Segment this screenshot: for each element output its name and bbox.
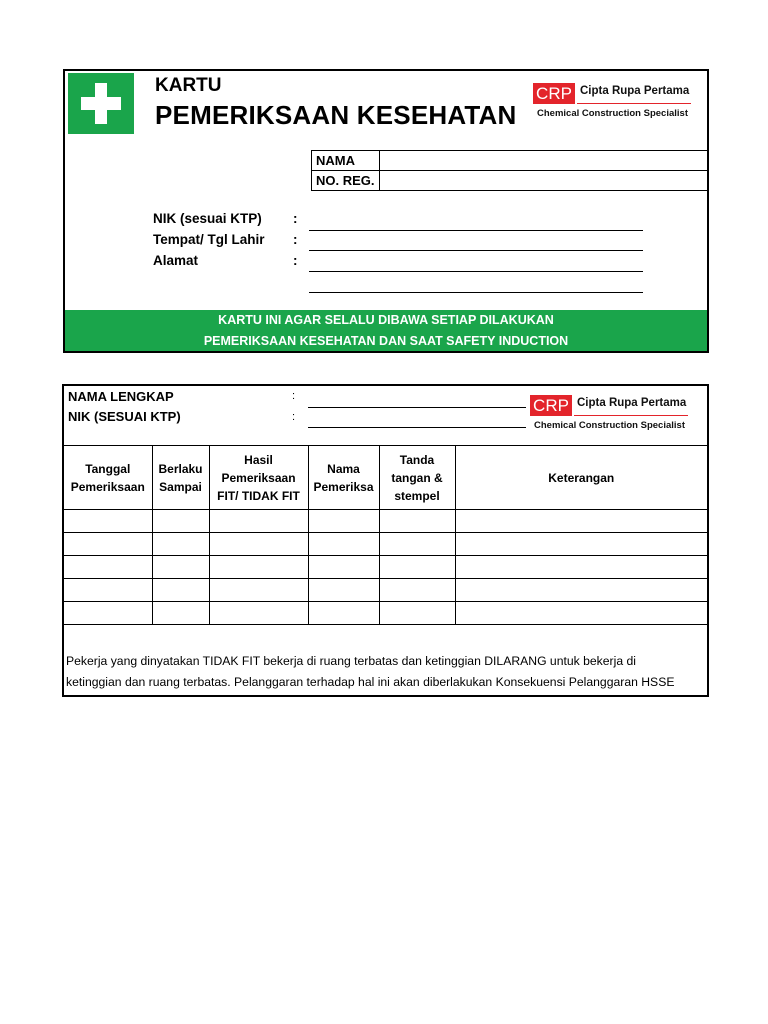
nik-colon: :	[293, 211, 298, 226]
table-cell[interactable]	[455, 556, 707, 579]
address-line-2[interactable]	[309, 292, 643, 293]
table-cell[interactable]	[64, 602, 152, 625]
table-cell[interactable]	[308, 556, 379, 579]
logo-tagline: Chemical Construction Specialist	[534, 420, 685, 431]
first-aid-cross-icon	[68, 73, 134, 134]
address-colon: :	[293, 253, 298, 268]
banner-line-2: PEMERIKSAAN KESEHATAN DAN SAAT SAFETY INDUCTION	[203, 333, 569, 348]
reminder-banner	[65, 310, 707, 351]
examination-log-table	[64, 446, 707, 625]
table-cell[interactable]	[455, 579, 707, 602]
banner-line-1: KARTU INI AGAR SELALU DIBAWA SETIAP DILAKUKAN	[218, 313, 554, 327]
table-cell[interactable]	[64, 510, 152, 533]
table-row	[64, 510, 707, 533]
address-label: Alamat	[153, 253, 199, 268]
card-title-small: KARTU	[155, 75, 222, 96]
table-cell[interactable]	[152, 533, 209, 556]
col-examiner: Nama Pemeriksa	[308, 446, 379, 510]
table-cell[interactable]	[308, 579, 379, 602]
table-header-row	[64, 446, 707, 510]
nik-upper-line[interactable]	[308, 427, 526, 428]
table-row	[64, 533, 707, 556]
table-cell[interactable]	[308, 510, 379, 533]
table-cell[interactable]	[64, 556, 152, 579]
name-field[interactable]	[380, 151, 709, 171]
table-cell[interactable]	[209, 556, 308, 579]
table-cell[interactable]	[152, 510, 209, 533]
full-name-line[interactable]	[308, 407, 526, 408]
table-cell[interactable]	[152, 602, 209, 625]
col-exam-result: Hasil Pemeriksaan FIT/ TIDAK FIT	[209, 446, 308, 510]
full-name-label: NAMA LENGKAP	[68, 389, 174, 404]
table-cell[interactable]	[209, 602, 308, 625]
note-line-1: Pekerja yang dinyatakan TIDAK FIT bekerja di ruang terbatas dan ketinggian DILARANG untuk bekerja di	[66, 654, 636, 668]
table-cell[interactable]	[379, 556, 455, 579]
table-cell[interactable]	[209, 510, 308, 533]
nik-label: NIK (sesuai KTP)	[153, 211, 262, 226]
table-cell[interactable]	[64, 579, 152, 602]
logo-badge: CRP	[533, 83, 575, 104]
reg-number-field[interactable]	[380, 171, 709, 191]
table-cell[interactable]	[379, 579, 455, 602]
card-title-main: PEMERIKSAAN KESEHATAN	[155, 100, 517, 130]
table-cell[interactable]	[152, 556, 209, 579]
col-remarks: Keterangan	[455, 446, 707, 510]
logo-tagline: Chemical Construction Specialist	[537, 108, 688, 119]
table-cell[interactable]	[455, 602, 707, 625]
logo-company-name: Cipta Rupa Pertama	[577, 397, 687, 409]
table-cell[interactable]	[379, 533, 455, 556]
logo-badge: CRP	[530, 395, 572, 416]
table-row	[312, 151, 709, 171]
nik-upper-label: NIK (SESUAI KTP)	[68, 409, 181, 424]
table-cell[interactable]	[379, 602, 455, 625]
health-card-front	[63, 69, 709, 353]
table-cell[interactable]	[152, 579, 209, 602]
table-cell[interactable]	[209, 579, 308, 602]
full-name-colon: :	[292, 390, 296, 402]
table-cell[interactable]	[64, 533, 152, 556]
table-row	[312, 171, 709, 191]
col-exam-date: Tanggal Pemeriksaan	[64, 446, 152, 510]
note-line-2: ketinggian dan ruang terbatas. Pelanggaran terhadap hal ini akan diberlakukan Konsekuensi Pelanggaran HSSE	[66, 675, 675, 689]
name-label: NAMA	[312, 151, 380, 171]
birth-line[interactable]	[309, 250, 643, 251]
table-cell[interactable]	[308, 602, 379, 625]
company-logo	[533, 83, 691, 121]
birth-label: Tempat/ Tgl Lahir	[153, 232, 265, 247]
nik-line[interactable]	[309, 230, 643, 231]
table-cell[interactable]	[379, 510, 455, 533]
company-logo	[530, 395, 688, 433]
table-cell[interactable]	[455, 510, 707, 533]
nik-upper-colon: :	[292, 411, 296, 423]
logo-company-name: Cipta Rupa Pertama	[580, 85, 690, 97]
table-cell[interactable]	[308, 533, 379, 556]
health-card-back	[62, 384, 709, 697]
birth-colon: :	[293, 232, 298, 247]
table-cell[interactable]	[455, 533, 707, 556]
table-row	[64, 579, 707, 602]
table-cell[interactable]	[209, 533, 308, 556]
registration-table	[311, 150, 709, 191]
table-row	[64, 556, 707, 579]
table-row	[64, 602, 707, 625]
reg-number-label: NO. REG.	[312, 171, 380, 191]
col-signature-stamp: Tanda tangan & stempel	[379, 446, 455, 510]
fit-warning-note	[66, 651, 706, 693]
col-valid-until: Berlaku Sampai	[152, 446, 209, 510]
address-line-1[interactable]	[309, 271, 643, 272]
